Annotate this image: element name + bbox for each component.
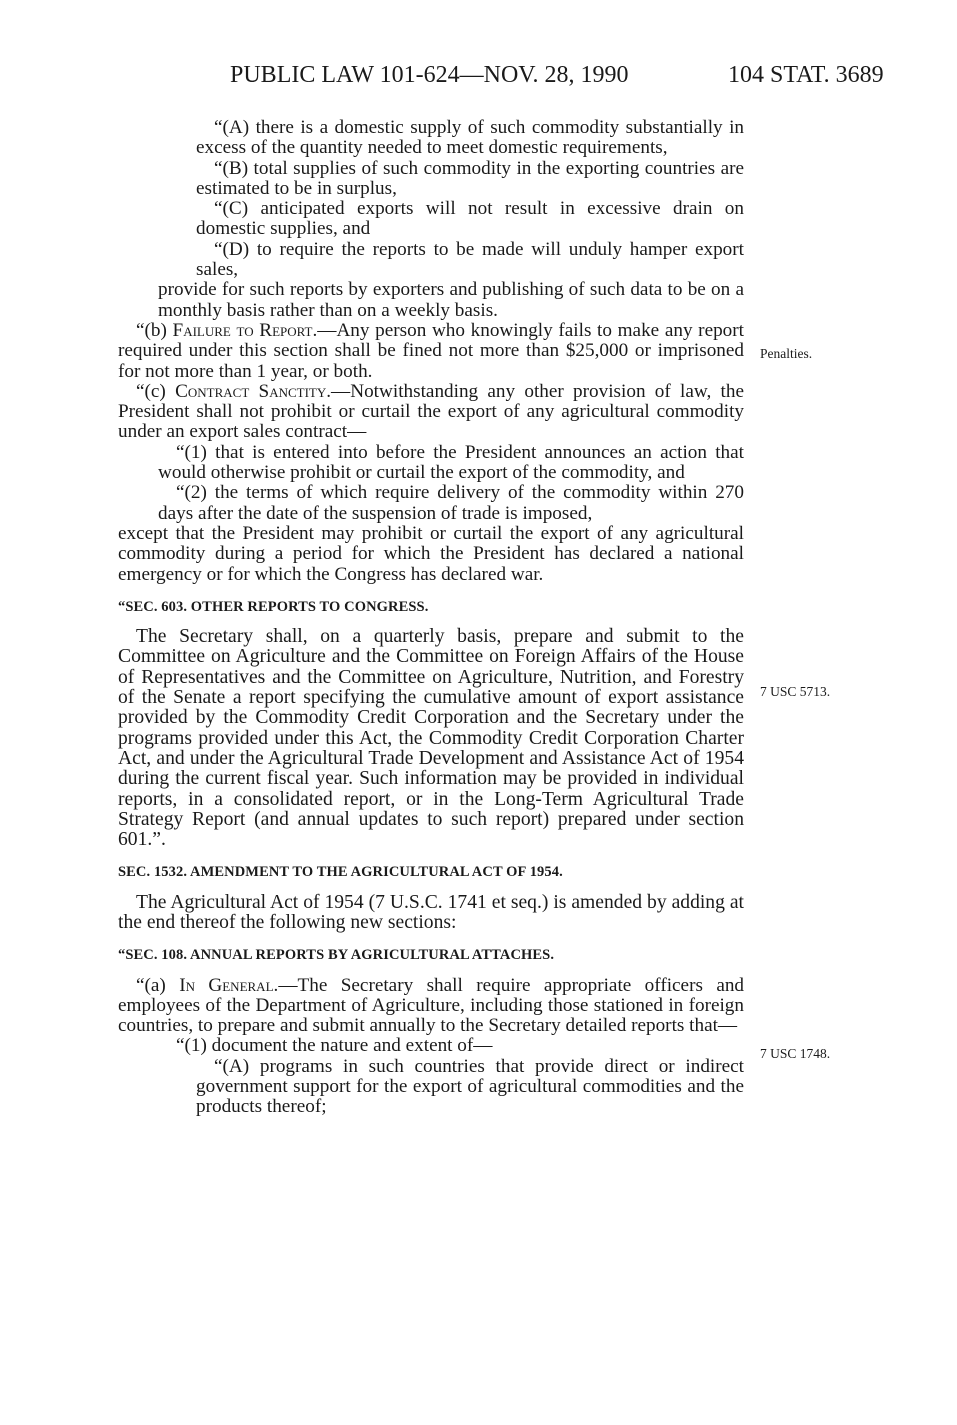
failure-lead: “(b) [136,319,173,341]
except-paragraph: except that the President may prohibit or curtail the export of any agricultural commodity during a period for which the President has declared a national emergency or for which the Congress has declared war. [118,522,744,585]
contract-sanctity-paragraph [118,382,744,443]
clause-c: “(C) anticipated exports will not result in excessive drain on domestic supplies, and [196,198,744,240]
statute-page-number: 104 STAT. 3689 [728,62,884,88]
item-1: “(1) that is entered into before the President announces an action that would otherwise prohibit or curtail the export of the commodity, and [158,441,744,484]
contract-lead: “(c) [136,380,176,402]
failure-text: .—Any person who knowingly fails to make any report required under this section shall be fined not more than $25,000 or imprisoned for not more than 1 year, or both. [118,319,744,382]
general-lead: “(a) [136,974,180,996]
document-body [118,118,744,1118]
running-head-title: PUBLIC LAW 101-624—NOV. 28, 1990 [230,62,629,88]
item-2: “(2) the terms of which require delivery of the commodity within 270 days after the date of the suspension of trade is imposed, [158,482,744,524]
margin-note-7-usc-5713: 7 USC 5713. [760,684,831,699]
page-header [0,62,957,98]
general-heading: In General [179,974,274,996]
clause-b: “(B) total supplies of such commodity in the exporting countries are estimated to be in surplus, [196,157,744,199]
provide-paragraph: provide for such reports by exporters and publishing of such data to be on a monthly basis rather than on a weekly basis. [158,279,744,321]
failure-to-report-paragraph [118,321,744,382]
sec-1532-body: The Agricultural Act of 1954 (7 U.S.C. 1741 et seq.) is amended by adding at the end thereof the following new sections: [118,891,744,933]
margin-note-7-usc-1748: 7 USC 1748. [760,1046,831,1061]
sec-1532-heading: SEC. 1532. AMENDMENT TO THE AGRICULTURAL ACT OF 1954. [118,864,563,881]
programs-clause-a: “(A) programs in such countries that provide direct or indirect government support for the export of agricultural commodities and the products thereof; [196,1055,744,1118]
sec-603-body: The Secretary shall, on a quarterly basis, prepare and submit to the Committee on Agriculture and the Committee on Foreign Affairs of the House of Representatives and the Committee on Agriculture, Nutrition, and Forestry of the Senate a report specifying the cumulative amount of export assistance provided by the Commodity Credit Corporation and the Secretary under the programs provided under this Act, the Commodity Credit Corporation Charter Act, and under the Agricultural Trade Development and Assistance Act of 1954 during the current fiscal year. Such information may be provided in individual reports, in a consolidated report, or in the Long-Term Agricultural Trade Strategy Report (and annual updates to such report) prepared under section 601.”. [118,626,744,851]
sec-108-heading: “SEC. 108. ANNUAL REPORTS BY AGRICULTURAL ATTACHES. [118,947,555,964]
contract-heading: Contract Sanctity [175,380,327,402]
contract-text: .—Notwithstanding any other provision of law, the President shall not prohibit or curtail the export of any agricultural commodity under an export sales contract— [118,380,744,443]
in-general-paragraph [118,976,744,1037]
clause-d: “(D) to require the reports to be made will unduly hamper export sales, [196,238,744,281]
clause-a: “(A) there is a domestic supply of such commodity substantially in excess of the quantity needed to meet domestic requirements, [196,117,744,159]
document-item-1: “(1) document the nature and extent of— [176,1035,493,1057]
margin-note-penalties: Penalties. [760,346,813,361]
failure-heading: Failure to Report [172,319,313,341]
general-text: .—The Secretary shall require appropriate officers and employees of the Department of Agriculture, including those stationed in foreign countries, to prepare and submit annually to the Secretary detailed reports that— [118,974,745,1037]
sec-603-heading: “SEC. 603. OTHER REPORTS TO CONGRESS. [118,598,429,615]
